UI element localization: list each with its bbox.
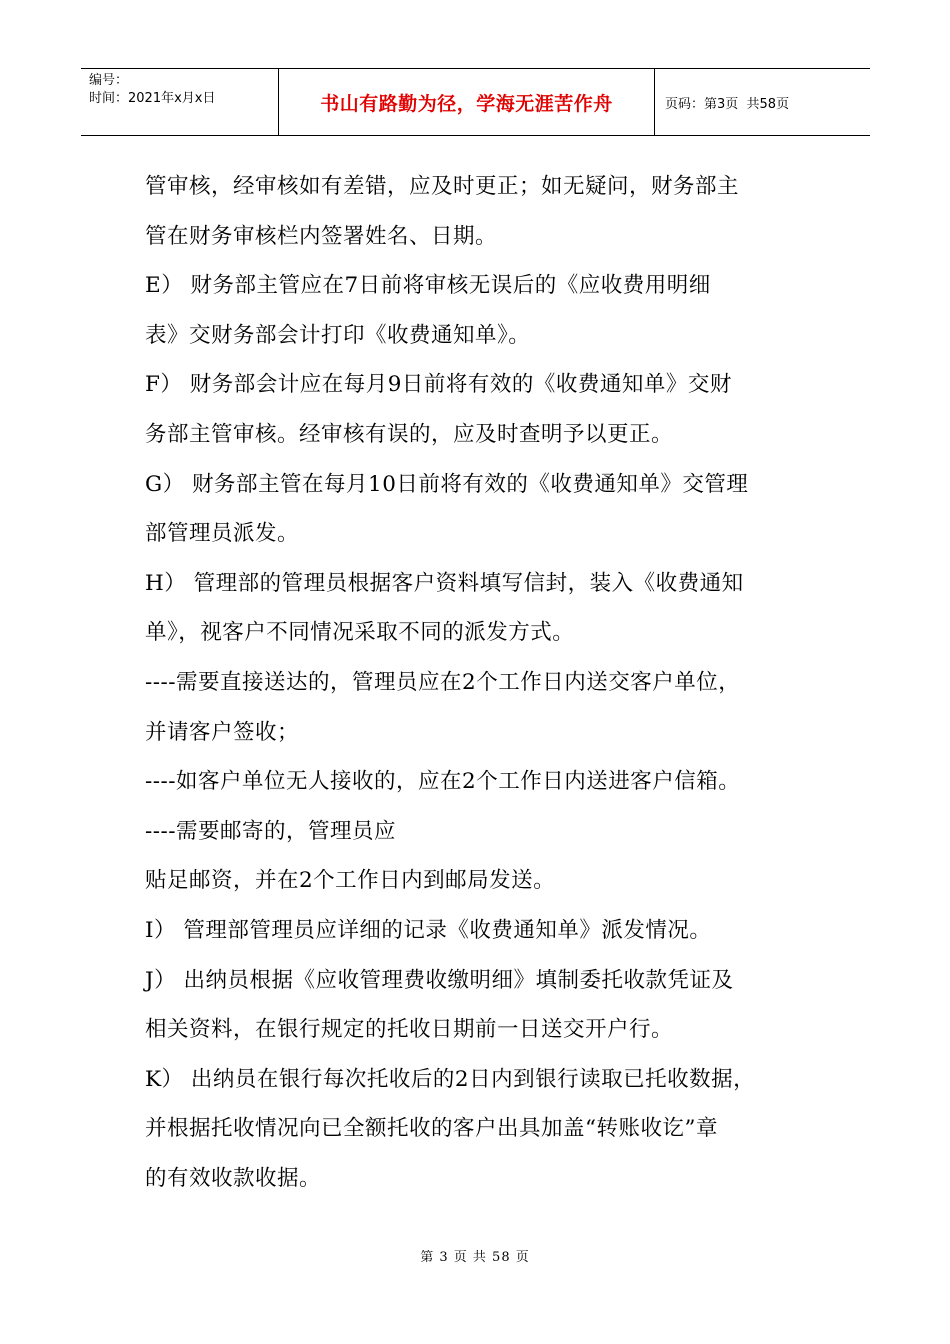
body-line: ----需要直接送达的，管理员应在2个工作日内送交客户单位， bbox=[145, 669, 741, 695]
header-page-info: 页码：第3页 共58页 bbox=[665, 96, 790, 112]
body-line: E） 财务部主管应在7日前将审核无误后的《应收费用明细 bbox=[145, 273, 711, 299]
body-line: G） 财务部主管在每月10日前将有效的《收费通知单》交管理 bbox=[145, 471, 749, 497]
body-line: ----需要邮寄的，管理员应 bbox=[145, 818, 397, 844]
document-number-label: 编号： bbox=[89, 73, 129, 88]
body-line: I） 管理部管理员应详细的记录《收费通知单》派发情况。 bbox=[145, 917, 712, 943]
header-motto-cell bbox=[279, 69, 655, 135]
document-header bbox=[81, 68, 870, 136]
body-line: H） 管理部的管理员根据客户资料填写信封，装入《收费通知 bbox=[145, 570, 744, 596]
body-line: ----如客户单位无人接收的，应在2个工作日内送进客户信箱。 bbox=[145, 769, 741, 795]
header-motto: 书山有路勤为径，学海无涯苦作舟 bbox=[320, 92, 613, 115]
body-line: 并请客户签收； bbox=[145, 719, 300, 745]
document-time-label: 时间：2021年x月x日 bbox=[89, 91, 216, 106]
document-body bbox=[145, 162, 825, 1203]
body-line: 务部主管审核。经审核有误的，应及时查明予以更正。 bbox=[145, 421, 674, 447]
body-line: J） 出纳员根据《应收管理费收缴明细》填制委托收款凭证及 bbox=[145, 967, 734, 993]
header-meta bbox=[81, 69, 279, 135]
body-line: 的有效收款收据。 bbox=[145, 1165, 322, 1191]
body-line: 表》交财务部会计打印《收费通知单》。 bbox=[145, 322, 531, 348]
header-page-cell bbox=[655, 69, 870, 135]
body-line: 单》，视客户不同情况采取不同的派发方式。 bbox=[145, 620, 575, 646]
body-line: 部管理员派发。 bbox=[145, 521, 300, 547]
body-line: 管审核，经审核如有差错，应及时更正；如无疑问，财务部主 bbox=[145, 174, 740, 199]
body-line: 并根据托收情况向已全额托收的客户出具加盖“转账收讫”章 bbox=[145, 1116, 718, 1142]
page-footer: 第 3 页 共 58 页 bbox=[420, 1250, 530, 1265]
body-line: F） 财务部会计应在每月9日前将有效的《收费通知单》交财 bbox=[145, 372, 732, 398]
body-line: 贴足邮资，并在2个工作日内到邮局发送。 bbox=[145, 868, 556, 894]
body-line: 相关资料，在银行规定的托收日期前一日送交开户行。 bbox=[145, 1017, 674, 1043]
body-line: K） 出纳员在银行每次托收后的2日内到银行读取已托收数据， bbox=[145, 1066, 756, 1092]
body-line: 管在财务审核栏内签署姓名、日期。 bbox=[145, 223, 498, 249]
